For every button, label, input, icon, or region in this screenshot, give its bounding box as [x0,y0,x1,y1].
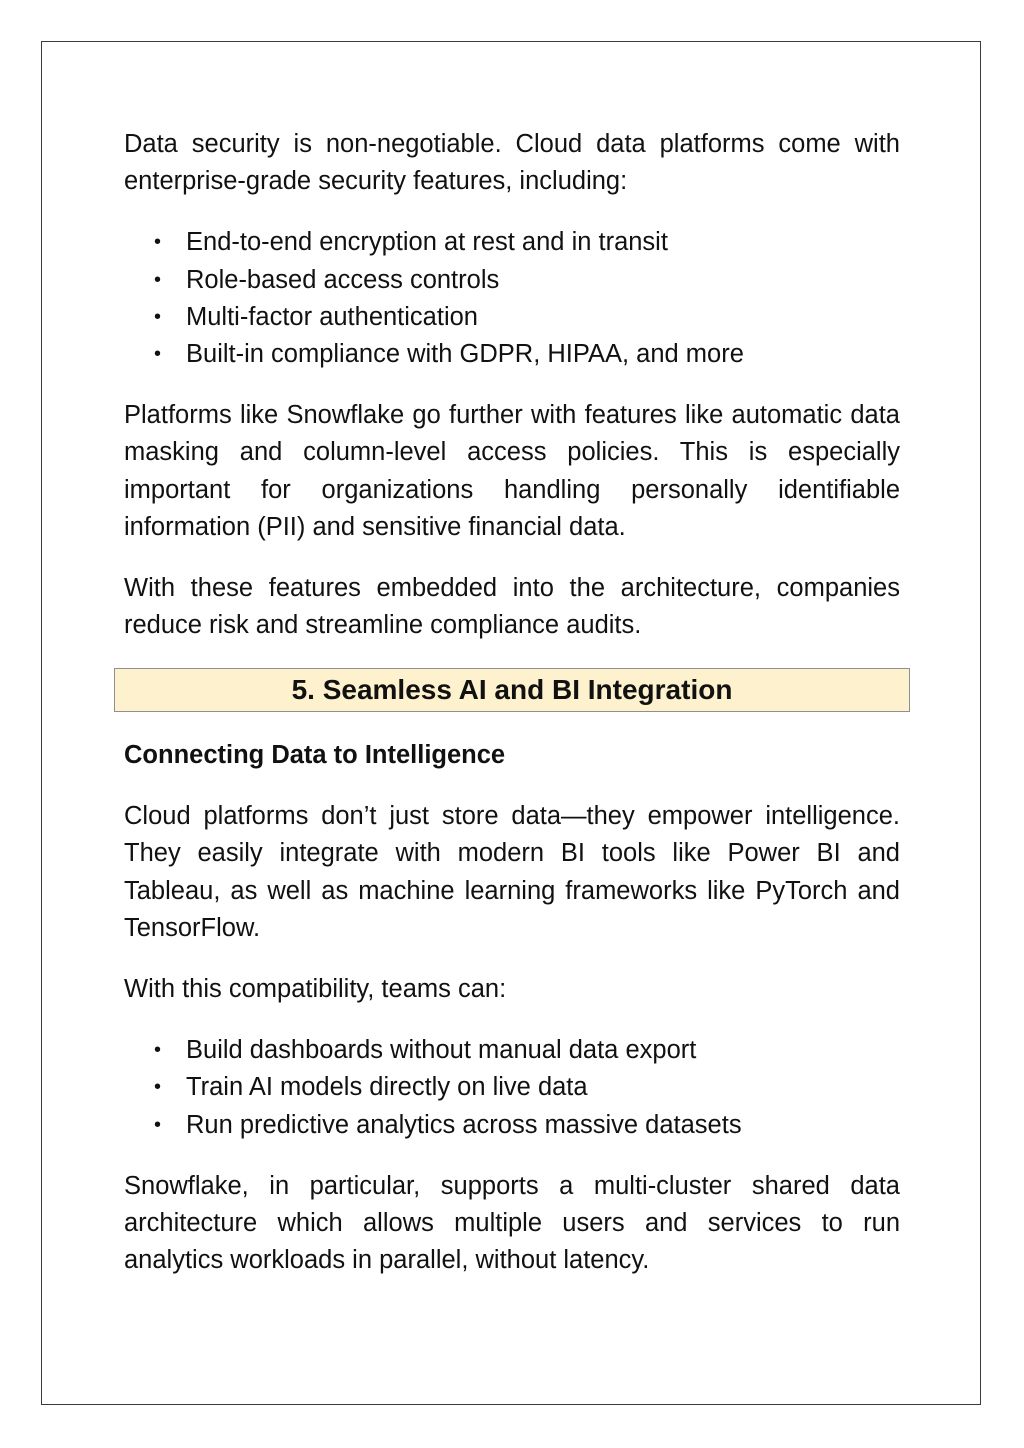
security-section [124,126,900,668]
subheading: Connecting Data to Intelligence [124,741,506,769]
capabilities-lead-in: With this compatibility, teams can: [124,975,507,1004]
list-item [154,224,900,261]
list-item [154,1032,900,1069]
bullet-icon: • [154,305,162,328]
snowflake-security-paragraph: Platforms like Snowflake go further with features like automatic data masking and column-level access policies. This is especially important for organizations handling personally identifiable information (PII) and sensitive financial data. [124,401,900,541]
integration-closing-paragraph: Snowflake, in particular, supports a multi-cluster shared data architecture which allows multiple users and services to run analytics workloads in parallel, without latency. [124,1171,900,1275]
section-heading-banner [114,668,910,712]
list-item-text: Train AI models directly on live data [186,1073,588,1102]
bullet-icon: • [154,343,162,366]
list-item-text: Multi-factor authentication [186,302,478,331]
list-item-text: Built-in compliance with GDPR, HIPAA, and more [186,340,744,369]
list-item [154,1069,900,1106]
security-features-list [124,224,900,373]
list-item-text: End-to-end encryption at rest and in transit [186,228,668,257]
integration-intro-paragraph: Cloud platforms don’t just store data—they empower intelligence. They easily integrate with modern BI tools like Power BI and Tableau, as well as machine learning frameworks like PyTorch and TensorFlow. [124,802,900,942]
list-item [154,1107,900,1144]
list-item [154,336,900,373]
security-intro-paragraph: Data security is non-negotiable. Cloud data platforms come with enterprise-grade security features, including: [124,130,900,196]
list-item-text: Build dashboards without manual data export [186,1036,697,1065]
bullet-icon: • [154,1039,162,1062]
bullet-icon: • [154,231,162,254]
bullet-icon: • [154,268,162,291]
list-item-text: Role-based access controls [186,265,500,294]
integration-section [124,737,900,1279]
list-item [154,262,900,299]
bullet-icon: • [154,1113,162,1136]
section-heading: 5. Seamless AI and BI Integration [291,674,733,705]
security-closing-paragraph: With these features embedded into the architecture, companies reduce risk and streamline compliance audits. [124,574,900,640]
list-item-text: Run predictive analytics across massive datasets [186,1110,742,1139]
capabilities-list [124,1032,900,1144]
bullet-icon: • [154,1076,162,1099]
list-item [154,299,900,336]
